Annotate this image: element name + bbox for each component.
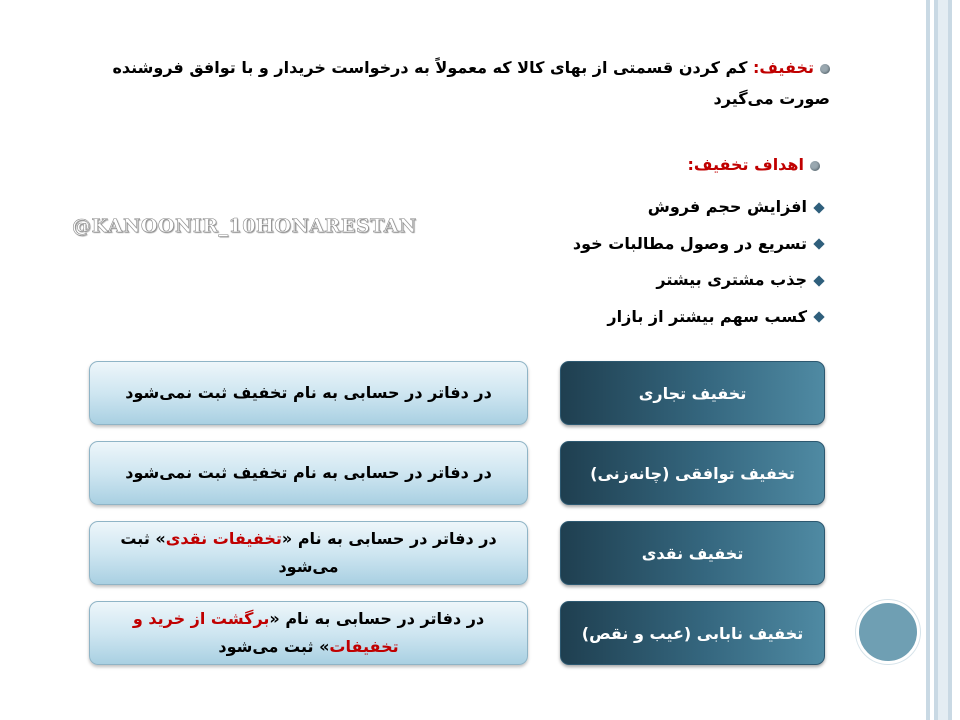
highlighted-account-name: برگشت از خرید و تخفیفات: [132, 609, 399, 656]
list-item: تسریع در وصول مطالبات خود: [400, 231, 823, 268]
discount-desc-box: در دفاتر در حسابی به نام تخفیف ثبت نمی‌شود: [89, 441, 528, 505]
diamond-bullet-icon: [813, 238, 824, 249]
discount-type-box: تخفیف توافقی (چانه‌زنی): [560, 441, 825, 505]
discount-desc-box: در دفاتر در حسابی به نام تخفیف ثبت نمی‌شود: [89, 361, 528, 425]
discount-type-box: تخفیف نقدی: [560, 521, 825, 585]
discount-type-box: تخفیف تجاری: [560, 361, 825, 425]
round-bullet-icon: [810, 161, 820, 171]
decorative-side-stripes: [920, 0, 960, 720]
definition-paragraph: [70, 52, 830, 114]
list-item: افزایش حجم فروش: [400, 194, 823, 231]
decorative-circle: [856, 600, 920, 664]
discount-desc-box: در دفاتر در حسابی به نام «تخفیفات نقدی» ثبت می‌شود: [89, 521, 528, 585]
discount-desc-box: در دفاتر در حسابی به نام «برگشت از خرید و تخفیفات» ثبت می‌شود: [89, 601, 528, 665]
diamond-bullet-icon: [813, 311, 824, 322]
list-item: کسب سهم بیشتر از بازار: [400, 304, 823, 341]
discount-type-box: تخفیف نابابی (عیب و نقص): [560, 601, 825, 665]
goals-heading: اهداف تخفیف:: [400, 155, 820, 174]
list-item: جذب مشتری بیشتر: [400, 267, 823, 304]
goals-list: [400, 194, 823, 340]
highlighted-account-name: تخفیفات نقدی: [165, 529, 282, 548]
round-bullet-icon: [820, 64, 830, 74]
diamond-bullet-icon: [813, 275, 824, 286]
definition-term: تخفیف:: [752, 58, 814, 77]
diamond-bullet-icon: [813, 202, 824, 213]
watermark-text: @KANOONIR_10HONARESTAN: [72, 215, 417, 237]
definition-text: کم کردن قسمتی از بهای کالا که معمولاً به درخواست خریدار و با توافق فروشنده صورت می‌گیرد: [112, 58, 830, 108]
